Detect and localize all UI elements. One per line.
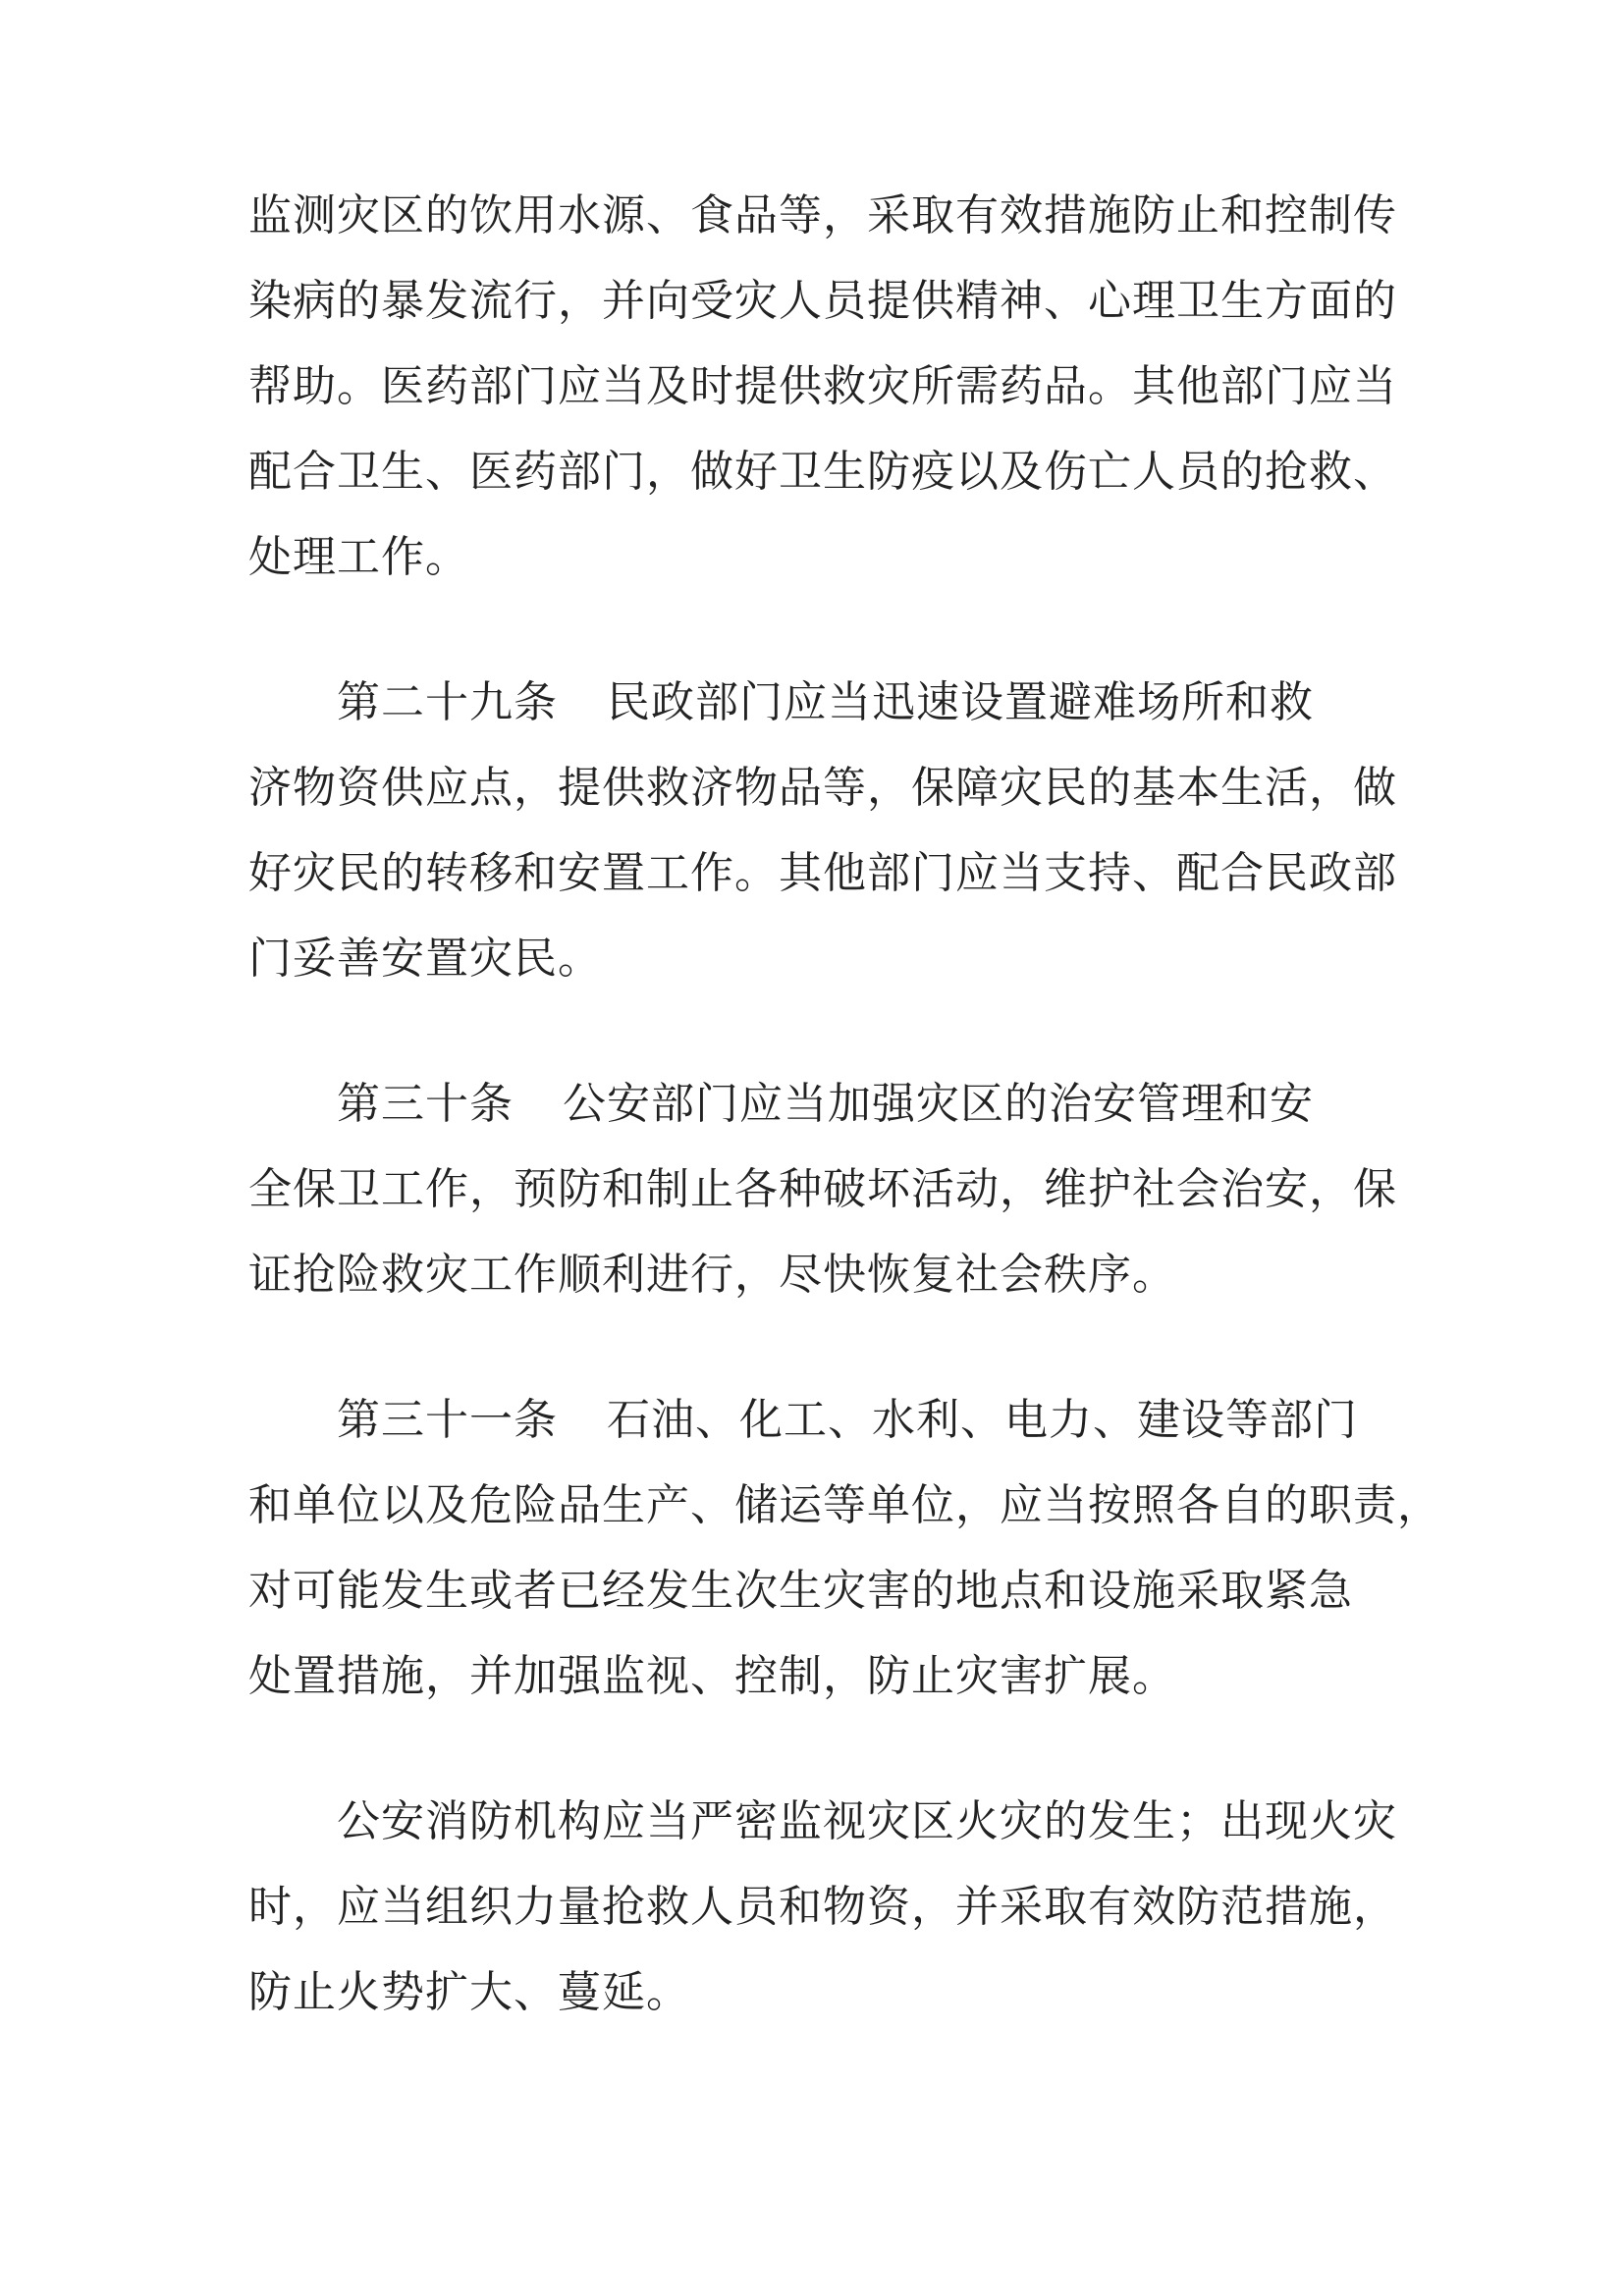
text-line: 对可能发生或者已经发生次生灾害的地点和设施采取紧急 — [248, 1566, 1353, 1616]
text-line: 帮助。医药部门应当及时提供救灾所需药品。其他部门应当 — [248, 361, 1397, 411]
article-text: 民政部门应当迅速设置避难场所和救 — [607, 677, 1314, 727]
text-line: 监测灾区的饮用水源、食品等，采取有效措施防止和控制传 — [248, 190, 1397, 240]
text-line: 配合卫生、医药部门，做好卫生防疫以及伤亡人员的抢救、 — [248, 447, 1397, 497]
text-line: 好灾民的转移和安置工作。其他部门应当支持、配合民政部 — [248, 848, 1397, 898]
text-line — [337, 1391, 1358, 1450]
text-line: 防止火势扩大、蔓延。 — [248, 1967, 690, 2017]
article-number: 第二十九条 — [337, 677, 558, 727]
text-line: 门妥善安置灾民。 — [248, 934, 602, 984]
text-line — [337, 673, 1314, 732]
text-line: 济物资供应点，提供救济物品等，保障灾民的基本生活，做 — [248, 763, 1397, 813]
text-line: 全保卫工作，预防和制止各种破坏活动，维护社会治安，保 — [248, 1164, 1397, 1214]
article-number: 第三十条 — [337, 1079, 514, 1129]
text-line: 和单位以及危险品生产、储运等单位，应当按照各自的职责， — [248, 1480, 1441, 1530]
text-line: 染病的暴发流行，并向受灾人员提供精神、心理卫生方面的 — [248, 276, 1397, 326]
text-line: 处置措施，并加强监视、控制，防止灾害扩展。 — [248, 1651, 1176, 1701]
text-line — [337, 1075, 1314, 1134]
text-line: 公安消防机构应当严密监视灾区火灾的发生；出现火灾 — [337, 1796, 1397, 1846]
article-text: 石油、化工、水利、电力、建设等部门 — [607, 1395, 1358, 1445]
text-line: 时，应当组织力量抢救人员和物资，并采取有效防范措施， — [248, 1882, 1397, 1932]
article-number: 第三十一条 — [337, 1395, 558, 1445]
text-line: 证抢险救灾工作顺利进行，尽快恢复社会秩序。 — [248, 1250, 1176, 1300]
text-line: 处理工作。 — [248, 532, 469, 582]
article-text: 公安部门应当加强灾区的治安管理和安 — [563, 1079, 1314, 1129]
